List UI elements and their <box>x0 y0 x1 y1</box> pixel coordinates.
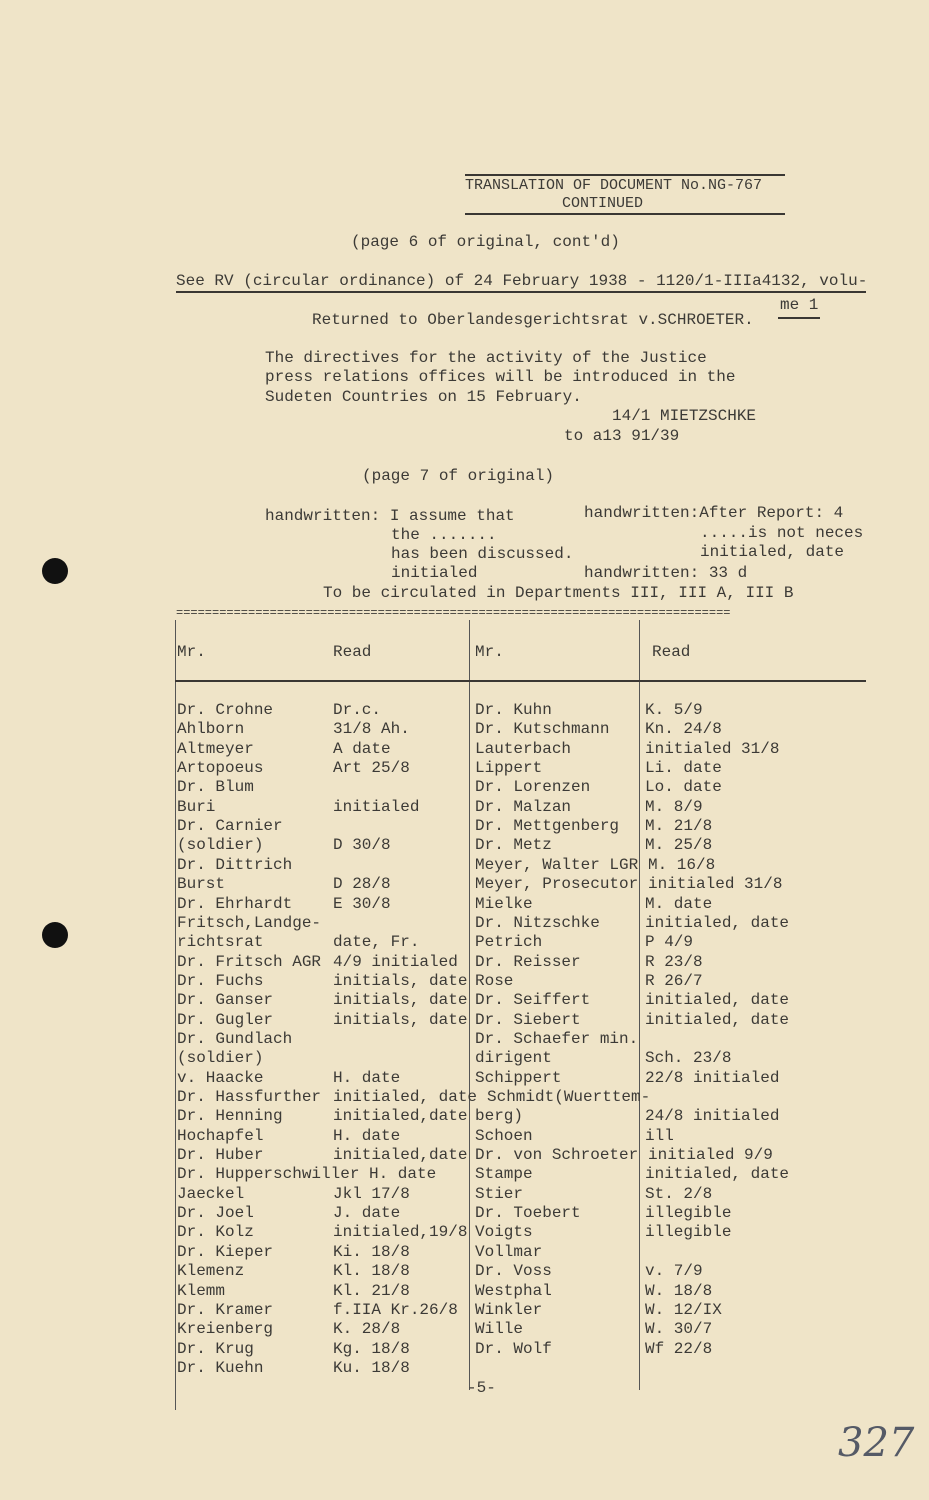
left-read-cell: Kl. 21/8 <box>333 1281 410 1300</box>
text-line: initialed <box>391 564 478 582</box>
right-name-cell: Wille <box>475 1320 524 1339</box>
reference-line: See RV (circular ordinance) of 24 February 1938 - 1120/1-IIIa4132, volu- <box>176 272 868 290</box>
left-name-cell: Dr. Crohne <box>177 701 274 719</box>
left-name-cell: (soldier) <box>177 1049 264 1068</box>
left-name-cell: Dr. Hupperschwiller <box>177 1165 360 1184</box>
right-name-cell: Voigts <box>475 1223 533 1242</box>
left-read-cell: H. date <box>369 1165 437 1184</box>
table-header <box>0 643 929 662</box>
table-row <box>0 1262 929 1281</box>
left-name-cell: Buri <box>177 797 216 816</box>
table-row <box>0 991 929 1010</box>
right-read-cell: M. 16/8 <box>648 855 716 874</box>
table-row <box>0 701 929 720</box>
left-read-cell: initials, date <box>333 991 468 1010</box>
right-name-cell: Stier <box>475 1184 524 1203</box>
left-read-cell: A date <box>333 739 391 758</box>
text-line: The directives for the activity of the Justice <box>265 349 707 367</box>
right-name-cell: Schoen <box>475 1126 533 1145</box>
table-row <box>0 1359 929 1378</box>
right-name-cell: Dr. Kutschmann <box>475 720 610 739</box>
right-name-cell: Petrich <box>475 933 543 952</box>
left-read-cell: initialed,19/8 <box>333 1223 468 1242</box>
left-read-cell: 31/8 Ah. <box>333 720 410 739</box>
table-row <box>0 953 929 972</box>
left-read-cell: D 30/8 <box>333 836 391 855</box>
left-read-cell: initialed <box>333 797 420 816</box>
right-name-cell: Dr. Kuhn <box>475 701 552 719</box>
right-read-cell: W. 12/IX <box>645 1300 722 1319</box>
right-read-cell: illegible <box>645 1204 732 1223</box>
right-read-cell: initialed 31/8 <box>645 739 780 758</box>
left-read-cell: Kl. 18/8 <box>333 1262 410 1281</box>
right-read-cell: P 4/9 <box>645 933 694 952</box>
text-line: .....is not neces <box>700 524 864 542</box>
left-read-cell: Ki. 18/8 <box>333 1242 410 1261</box>
left-name-cell: Dr. Kramer <box>177 1300 274 1319</box>
left-read-cell: initialed,date <box>333 1146 468 1165</box>
page-note: (page 6 of original, cont'd) <box>351 233 620 251</box>
right-read-cell: R 26/7 <box>645 971 703 990</box>
left-name-cell: Dr. Ganser <box>177 991 274 1010</box>
left-name-cell: Burst <box>177 875 226 894</box>
left-name-cell: Jaeckel <box>177 1184 245 1203</box>
table-row <box>0 1223 929 1242</box>
right-name-cell: Dr. Nitzschke <box>475 913 600 932</box>
right-name-cell: Schmidt(Wuerttem- <box>487 1088 651 1106</box>
table-row <box>0 1301 929 1320</box>
left-name-cell: Dr. Ehrhardt <box>177 894 293 913</box>
table-row <box>0 798 929 817</box>
handwritten-folio-number: 327 <box>838 1420 915 1466</box>
left-name-cell: Hochapfel <box>177 1126 264 1145</box>
right-read-cell: Kn. 24/8 <box>645 720 722 739</box>
header-rule <box>175 680 866 682</box>
text-line: handwritten: 33 d <box>584 564 748 582</box>
right-name-cell: Westphal <box>475 1281 552 1300</box>
right-read-cell: K. 5/9 <box>645 701 703 719</box>
left-name-cell: Artopoeus <box>177 759 264 778</box>
underline <box>778 317 820 319</box>
left-name-cell: Ahlborn <box>177 720 245 739</box>
circulation-line: To be circulated in Departments III, III A, III B <box>323 584 794 602</box>
right-read-cell: initialed 31/8 <box>648 875 783 894</box>
column-header: Read <box>652 643 691 661</box>
right-read-cell: initialed, date <box>645 1010 790 1029</box>
right-name-cell: Dr. Schaefer min. <box>475 1029 639 1048</box>
punch-hole <box>42 558 68 584</box>
left-read-cell: initialed,date <box>333 1107 468 1126</box>
right-name-cell: Stampe <box>475 1165 533 1184</box>
left-name-cell: Dr. Kolz <box>177 1223 254 1242</box>
right-name-cell: Lauterbach <box>475 739 572 758</box>
right-read-cell: St. 2/8 <box>645 1184 713 1203</box>
right-read-cell: initialed, date <box>645 1165 790 1184</box>
table-row <box>0 836 929 855</box>
text-line: handwritten:After Report: 4 <box>584 504 844 522</box>
right-name-cell: Winkler <box>475 1300 543 1319</box>
table-row <box>0 817 929 836</box>
column-header: Read <box>333 643 372 661</box>
column-header: Mr. <box>475 643 504 661</box>
left-read-cell: Dr.c. <box>333 701 382 719</box>
left-name-cell: richtsrat <box>177 933 264 952</box>
right-name-cell: Dr. Wolf <box>475 1339 552 1358</box>
left-name-cell: Dr. Gugler <box>177 1010 274 1029</box>
right-name-cell: Dr. Seiffert <box>475 991 591 1010</box>
table-row <box>0 1146 929 1165</box>
left-read-cell: date, Fr. <box>333 933 420 952</box>
right-read-cell: W. 30/7 <box>645 1320 713 1339</box>
left-name-cell: Dr. Krug <box>177 1339 254 1358</box>
table-row <box>0 1088 929 1107</box>
table-row <box>0 895 929 914</box>
returned-line: Returned to Oberlandesgerichtsrat v.SCHROETER. <box>312 311 754 329</box>
left-read-cell: Jkl 17/8 <box>333 1184 410 1203</box>
right-name-cell: Dr. Lorenzen <box>475 778 591 797</box>
right-name-cell: Dr. Metz <box>475 836 552 855</box>
left-read-cell: 4/9 initialed <box>333 952 458 971</box>
left-read-cell: Ku. 18/8 <box>333 1358 410 1377</box>
table-row <box>0 778 929 797</box>
table-row <box>0 875 929 894</box>
left-read-cell: J. date <box>333 1204 401 1223</box>
table-row <box>0 1127 929 1146</box>
left-read-cell: H. date <box>333 1068 401 1087</box>
left-name-cell: Klemm <box>177 1281 226 1300</box>
right-name-cell: Rose <box>475 971 514 990</box>
right-name-cell: Lippert <box>475 759 543 778</box>
left-read-cell: f.IIA Kr.26/8 <box>333 1300 458 1319</box>
text-line: has been discussed. <box>391 545 574 563</box>
table-row <box>0 1030 929 1049</box>
left-name-cell: Dr. Huber <box>177 1146 264 1165</box>
right-read-cell: initialed 9/9 <box>648 1146 773 1165</box>
right-name-cell: Meyer, Walter LGR <box>475 855 639 874</box>
right-read-cell: M. 25/8 <box>645 836 713 855</box>
right-name-cell: Vollmar <box>475 1242 543 1261</box>
left-read-cell: initials, date <box>333 1010 468 1029</box>
left-name-cell: Dr. Dittrich <box>177 855 293 874</box>
left-read-cell: E 30/8 <box>333 894 391 913</box>
table-row <box>0 720 929 739</box>
right-name-cell: Dr. Reisser <box>475 952 581 971</box>
left-name-cell: Dr. Carnier <box>177 817 283 836</box>
table-row <box>0 1204 929 1223</box>
text-line: initialed, date <box>700 543 845 561</box>
table-row <box>0 1282 929 1301</box>
right-read-cell: 22/8 initialed <box>645 1068 780 1087</box>
right-name-cell: Schippert <box>475 1068 562 1087</box>
left-name-cell: Dr. Kuehn <box>177 1358 264 1377</box>
left-name-cell: Dr. Kieper <box>177 1242 274 1261</box>
right-name-cell: Dr. Toebert <box>475 1204 581 1223</box>
right-name-cell: Mielke <box>475 894 533 913</box>
left-name-cell: Fritsch,Landge- <box>177 913 322 932</box>
table-row <box>0 914 929 933</box>
left-read-cell: Art 25/8 <box>333 759 410 778</box>
right-name-cell: Dr. Mettgenberg <box>475 817 620 836</box>
table-row <box>0 740 929 759</box>
right-name-cell: Dr. Siebert <box>475 1010 581 1029</box>
page-number: -5- <box>467 1379 496 1397</box>
right-read-cell: v. 7/9 <box>645 1262 703 1281</box>
table-row <box>0 1340 929 1359</box>
text-line: handwritten: I assume that <box>265 507 515 525</box>
left-read-cell: H. date <box>333 1126 401 1145</box>
table-row <box>0 1243 929 1262</box>
right-read-cell: W. 18/8 <box>645 1281 713 1300</box>
document-subtitle: CONTINUED <box>562 195 644 212</box>
table-row <box>0 1049 929 1068</box>
text-line: the ....... <box>391 526 497 544</box>
right-read-cell: 24/8 initialed <box>645 1107 780 1126</box>
table-row <box>0 1320 929 1339</box>
right-read-cell: R 23/8 <box>645 952 703 971</box>
table-row <box>0 972 929 991</box>
signoff: 14/1 MIETZSCHKE <box>612 407 757 425</box>
right-read-cell: Sch. 23/8 <box>645 1049 732 1068</box>
text-line: Sudeten Countries on 15 February. <box>265 388 582 406</box>
right-name-cell: Meyer, Prosecutor <box>475 875 639 894</box>
table-row <box>0 1107 929 1126</box>
table-row <box>0 1069 929 1088</box>
right-read-cell: Lo. date <box>645 778 722 797</box>
right-read-cell: ill <box>645 1126 674 1145</box>
document-title: TRANSLATION OF DOCUMENT No.NG-767 <box>465 177 763 194</box>
right-name-cell: berg) <box>475 1107 524 1126</box>
column-header: Mr. <box>177 643 206 661</box>
signoff-ref: to a13 91/39 <box>564 427 680 445</box>
right-read-cell: illegible <box>645 1223 732 1242</box>
table-row <box>0 1011 929 1030</box>
left-name-cell: Dr. Gundlach <box>177 1029 293 1048</box>
left-read-cell: K. 28/8 <box>333 1320 401 1339</box>
left-name-cell: Kreienberg <box>177 1320 274 1339</box>
left-name-cell: Dr. Hassfurther <box>177 1088 322 1106</box>
title-rule <box>465 213 785 215</box>
reference-underline <box>176 291 866 293</box>
right-name-cell: Dr. von Schroeter <box>475 1146 639 1165</box>
left-read-cell: initials, date <box>333 971 468 990</box>
table-row <box>0 1165 929 1184</box>
left-name-cell: v. Haacke <box>177 1068 264 1087</box>
left-name-cell: Dr. Blum <box>177 778 254 797</box>
left-name-cell: Klemenz <box>177 1262 245 1281</box>
right-read-cell: M. 8/9 <box>645 797 703 816</box>
right-name-cell: dirigent <box>475 1049 552 1068</box>
right-read-cell: Wf 22/8 <box>645 1339 713 1358</box>
left-name-cell: Altmeyer <box>177 739 254 758</box>
text-line: press relations offices will be introduced in the <box>265 368 736 386</box>
left-name-cell: Dr. Fuchs <box>177 971 264 990</box>
table-row <box>0 933 929 952</box>
table-row <box>0 759 929 778</box>
right-read-cell: M. date <box>645 894 713 913</box>
right-read-cell: M. 21/8 <box>645 817 713 836</box>
separator-line: ============================================================================= <box>176 606 731 620</box>
right-name-cell: Dr. Malzan <box>475 797 572 816</box>
right-read-cell: Li. date <box>645 759 722 778</box>
left-name-cell: Dr. Fritsch AGR <box>177 952 322 971</box>
table-row <box>0 856 929 875</box>
left-read-cell: Kg. 18/8 <box>333 1339 410 1358</box>
right-read-cell: initialed, date <box>645 991 790 1010</box>
right-name-cell: Dr. Voss <box>475 1262 552 1281</box>
table-row <box>0 1185 929 1204</box>
page-note: (page 7 of original) <box>362 467 555 485</box>
left-name-cell: Dr. Joel <box>177 1204 254 1223</box>
left-name-cell: (soldier) <box>177 836 264 855</box>
left-name-cell: Dr. Henning <box>177 1107 283 1126</box>
reference-line-cont: me 1 <box>780 296 819 314</box>
left-read-cell: initialed, date <box>333 1088 478 1106</box>
right-read-cell: initialed, date <box>645 913 790 932</box>
left-read-cell: D 28/8 <box>333 875 391 894</box>
